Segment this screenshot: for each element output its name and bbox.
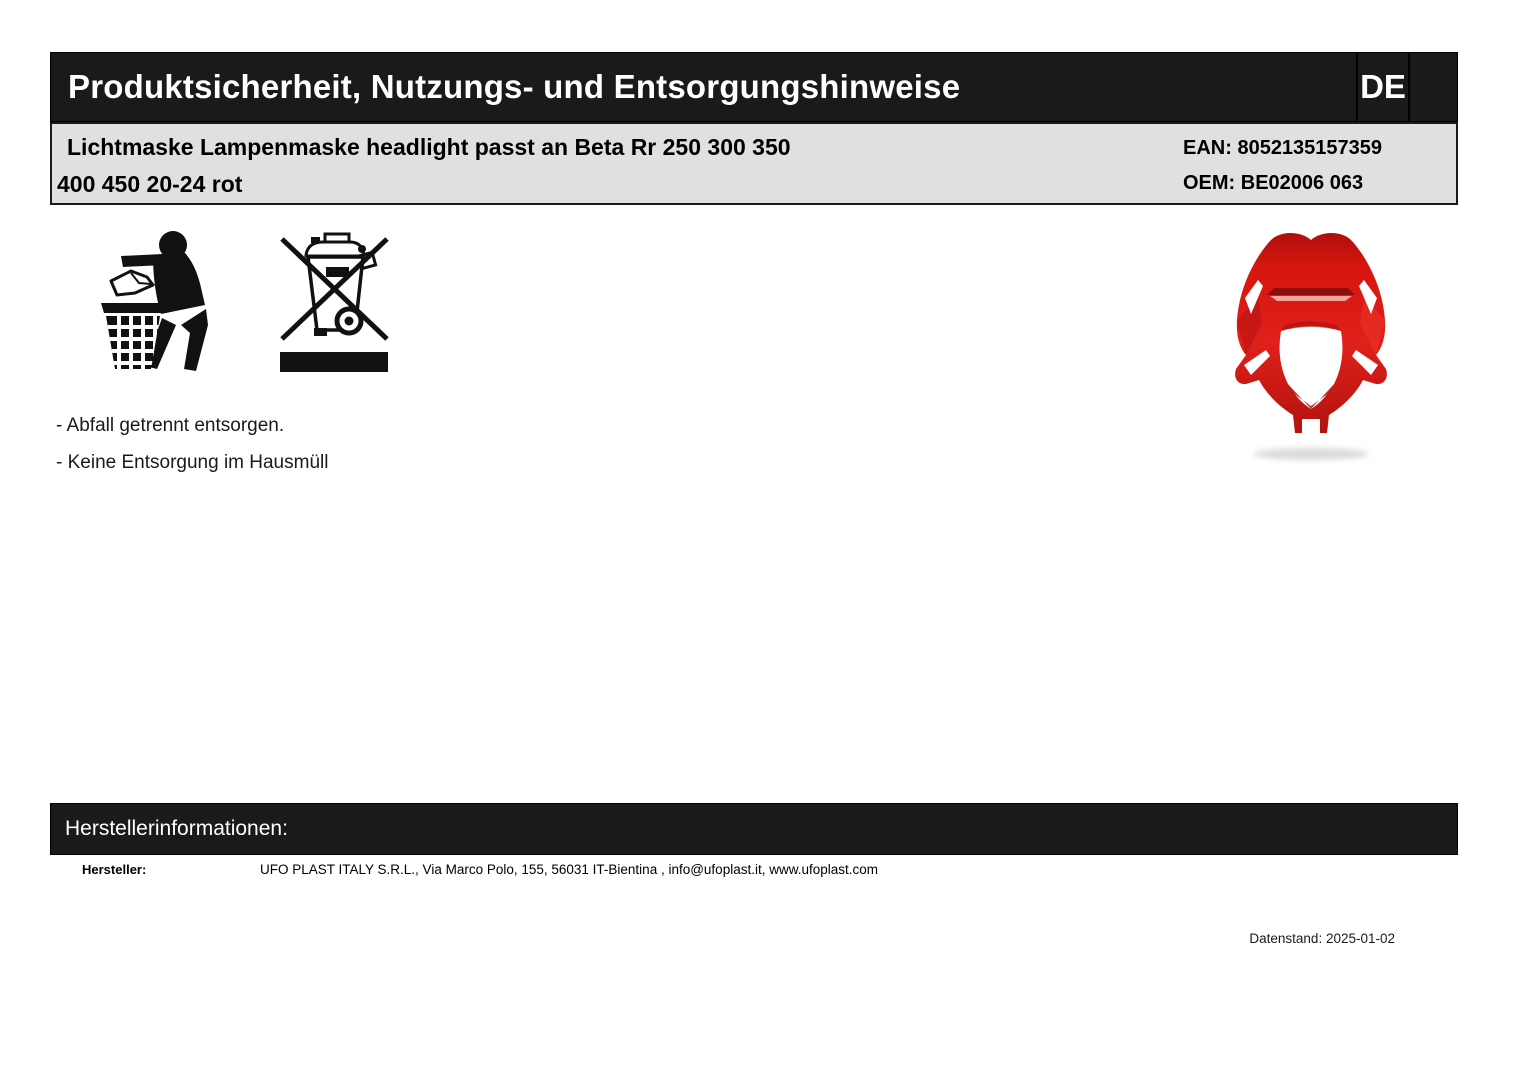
- product-codes: [1183, 131, 1382, 201]
- product-title-line-2: 400 450 20-24 rot: [57, 171, 243, 197]
- ean-code: EAN: 8052135157359: [1183, 137, 1383, 159]
- page-title: Produktsicherheit, Nutzungs- und Entsorgungshinweise: [68, 68, 961, 105]
- red-headlight-mask-image: [1228, 228, 1394, 466]
- manufacturer-section-title: Herstellerinformationen:: [65, 817, 288, 840]
- disposal-note-1: - Abfall getrennt entsorgen.: [56, 415, 285, 436]
- manufacturer-label: Hersteller:: [82, 862, 147, 877]
- disposal-note-2: - Keine Entsorgung im Hausmüll: [56, 452, 329, 473]
- product-title: [57, 129, 1137, 203]
- weee-crossed-out-wheeled-bin-icon: [278, 229, 391, 372]
- data-status-date: Datenstand: 2025-01-02: [1249, 931, 1395, 946]
- tidyman-litter-disposal-icon: [95, 229, 225, 372]
- oem-code: OEM: BE02006 063: [1183, 172, 1364, 194]
- product-title-bar: [50, 122, 1458, 205]
- header-bar: [50, 52, 1458, 122]
- weee-bar: [280, 352, 388, 372]
- manufacturer-section-bar: [50, 803, 1458, 855]
- disposal-notes: [56, 407, 328, 481]
- product-title-line-1: Lichtmaske Lampenmaske headlight passt an Beta Rr 250 300 350: [67, 134, 791, 160]
- manufacturer-value: UFO PLAST ITALY S.R.L., Via Marco Polo, 155, 56031 IT-Bientina , info@ufoplast.it, www.ufoplast.com: [260, 862, 879, 877]
- language-badge: DE: [1356, 53, 1410, 121]
